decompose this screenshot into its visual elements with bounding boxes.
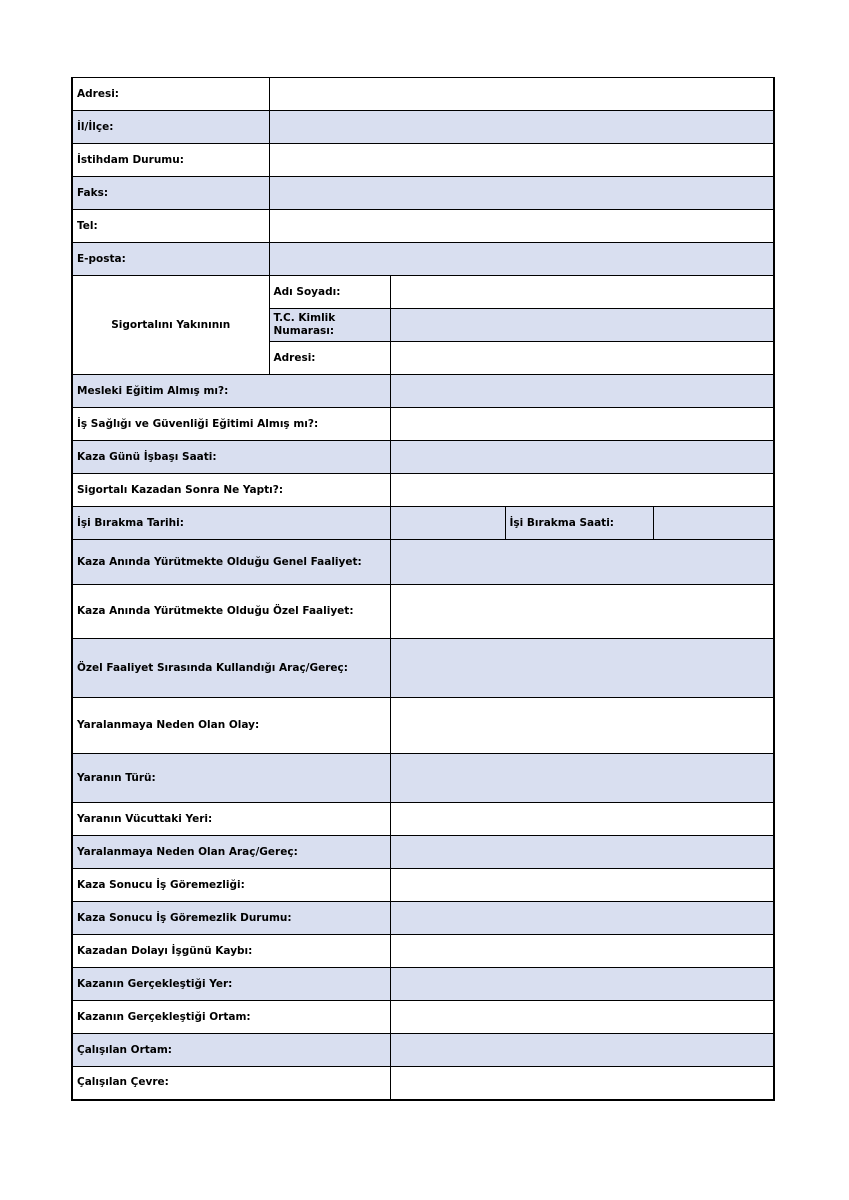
field-is-goremezligi[interactable] (390, 869, 774, 902)
label-il-ilce: İl/İlçe: (72, 111, 269, 144)
label-is-goremezlik-durumu: Kaza Sonucu İş Göremezlik Durumu: (72, 902, 390, 935)
field-istihdam-durumu[interactable] (269, 144, 774, 177)
label-faks: Faks: (72, 177, 269, 210)
label-sonra-ne-yapti: Sigortalı Kazadan Sonra Ne Yaptı?: (72, 474, 390, 507)
label-isgunu-kaybi: Kazadan Dolayı İşgünü Kaybı: (72, 935, 390, 968)
field-faks[interactable] (269, 177, 774, 210)
field-genel-faaliyet[interactable] (390, 540, 774, 585)
label-yakin-tc-kimlik: T.C. Kimlik Numarası: (269, 309, 390, 342)
label-isi-birakma-tarihi: İşi Bırakma Tarihi: (72, 507, 390, 540)
label-isbasi-saati: Kaza Günü İşbaşı Saati: (72, 441, 390, 474)
field-neden-olan-olay[interactable] (390, 698, 774, 754)
field-is-goremezlik-durumu[interactable] (390, 902, 774, 935)
field-sonra-ne-yapti[interactable] (390, 474, 774, 507)
field-yakin-adresi[interactable] (390, 342, 774, 375)
field-isgunu-kaybi[interactable] (390, 935, 774, 968)
label-calisilan-cevre: Çalışılan Çevre: (72, 1067, 390, 1100)
label-calisilan-ortam: Çalışılan Ortam: (72, 1034, 390, 1067)
label-isi-birakma-saati: İşi Bırakma Saati: (505, 507, 653, 540)
label-gerceklestigi-yer: Kazanın Gerçekleştiği Yer: (72, 968, 390, 1001)
field-yara-turu[interactable] (390, 754, 774, 803)
field-gerceklestigi-ortam[interactable] (390, 1001, 774, 1034)
field-gerceklestigi-yer[interactable] (390, 968, 774, 1001)
label-istihdam-durumu: İstihdam Durumu: (72, 144, 269, 177)
field-isi-birakma-tarihi[interactable] (390, 507, 505, 540)
field-adresi[interactable] (269, 78, 774, 111)
field-yakin-ad-soyadi[interactable] (390, 276, 774, 309)
field-calisilan-ortam[interactable] (390, 1034, 774, 1067)
accident-report-form (71, 77, 775, 1101)
label-yara-turu: Yaranın Türü: (72, 754, 390, 803)
label-yakin-ad-soyadi: Adı Soyadı: (269, 276, 390, 309)
field-isi-birakma-saati[interactable] (653, 507, 774, 540)
field-isg-egitimi[interactable] (390, 408, 774, 441)
field-eposta[interactable] (269, 243, 774, 276)
field-vucuttaki-yeri[interactable] (390, 803, 774, 836)
label-neden-olan-arac: Yaralanmaya Neden Olan Araç/Gereç: (72, 836, 390, 869)
label-vucuttaki-yeri: Yaranın Vücuttaki Yeri: (72, 803, 390, 836)
field-mesleki-egitim[interactable] (390, 375, 774, 408)
field-il-ilce[interactable] (269, 111, 774, 144)
label-yakin-adresi: Adresi: (269, 342, 390, 375)
label-isg-egitimi: İş Sağlığı ve Güvenliği Eğitimi Almış mı?: (72, 408, 390, 441)
field-arac-gerec[interactable] (390, 639, 774, 698)
field-ozel-faaliyet[interactable] (390, 585, 774, 639)
field-isbasi-saati[interactable] (390, 441, 774, 474)
field-calisilan-cevre[interactable] (390, 1067, 774, 1100)
label-genel-faaliyet: Kaza Anında Yürütmekte Olduğu Genel Faaliyet: (72, 540, 390, 585)
field-yakin-tc-kimlik[interactable] (390, 309, 774, 342)
label-ozel-faaliyet: Kaza Anında Yürütmekte Olduğu Özel Faaliyet: (72, 585, 390, 639)
label-mesleki-egitim: Mesleki Eğitim Almış mı?: (72, 375, 390, 408)
label-arac-gerec: Özel Faaliyet Sırasında Kullandığı Araç/Gereç: (72, 639, 390, 698)
label-is-goremezligi: Kaza Sonucu İş Göremezliği: (72, 869, 390, 902)
field-tel[interactable] (269, 210, 774, 243)
yakini-heading: Sigortalını Yakınının (72, 276, 269, 375)
label-neden-olan-olay: Yaralanmaya Neden Olan Olay: (72, 698, 390, 754)
field-neden-olan-arac[interactable] (390, 836, 774, 869)
label-adresi: Adresi: (72, 78, 269, 111)
label-eposta: E-posta: (72, 243, 269, 276)
label-gerceklestigi-ortam: Kazanın Gerçekleştiği Ortam: (72, 1001, 390, 1034)
label-tel: Tel: (72, 210, 269, 243)
